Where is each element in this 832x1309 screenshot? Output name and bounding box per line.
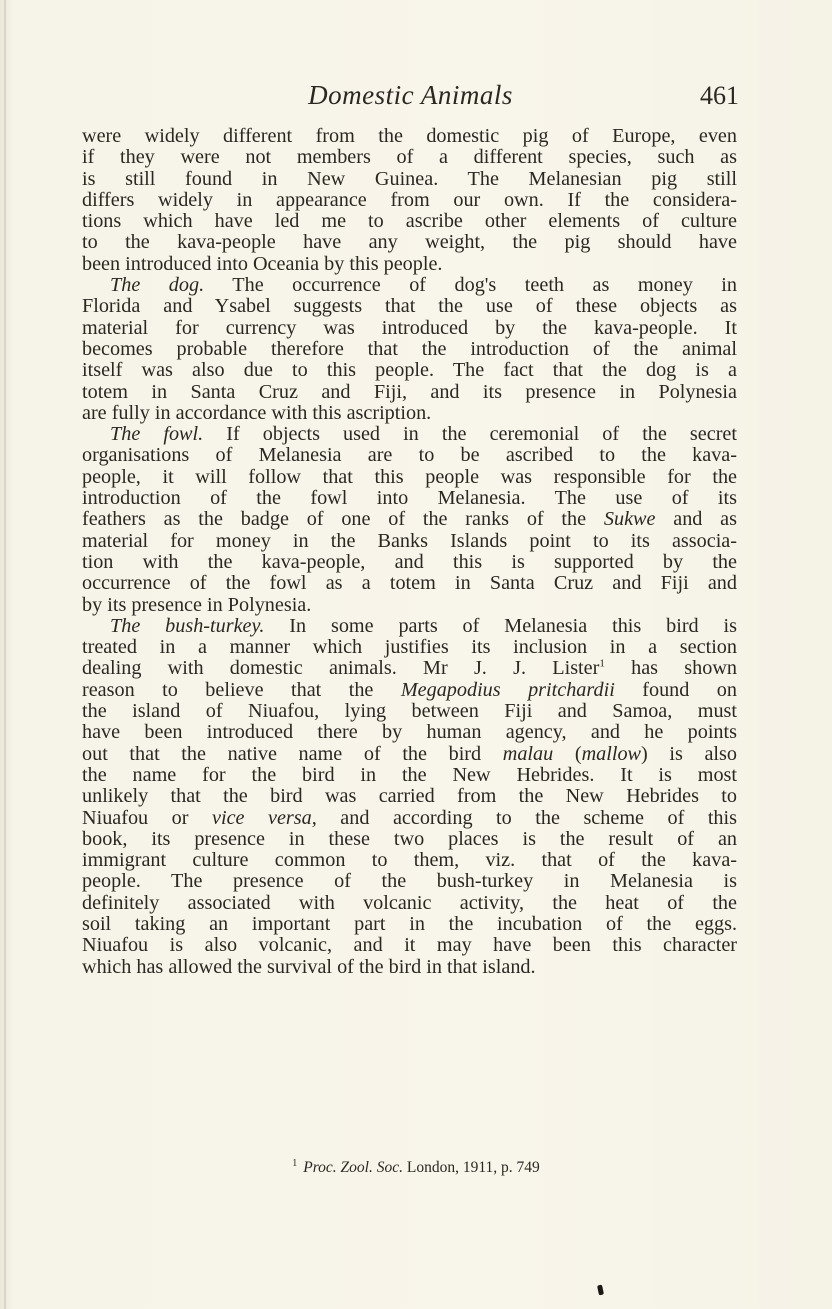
text-line: book, its presence in these two places is the result of an	[82, 827, 737, 850]
text-line: were widely different from the domestic pig of Europe, even	[82, 125, 737, 147]
text-line	[82, 808, 737, 829]
footnote-reference[interactable]: 1	[599, 657, 605, 670]
text-span: out that the native name of the bird	[82, 742, 503, 765]
text-span: (	[553, 742, 582, 765]
text-line: immigrant culture common to them, viz. that of the kava-	[82, 849, 737, 872]
footnote-mark: 1	[292, 1158, 298, 1169]
text-line: definitely associated with volcanic activity, the heat of the	[82, 891, 737, 914]
text-line: have been introduced there by human agency, and he points	[82, 721, 737, 744]
text-span: The occurrence of dog's teeth as money in	[204, 274, 737, 297]
text-line: occurrence of the fowl as a totem in Santa Cruz and Fiji and	[82, 572, 737, 595]
text-span: In some parts of Melanesia this bird is	[264, 614, 737, 637]
section-heading-bush-turkey: The bush-turkey.	[110, 614, 265, 637]
text-line: soil taking an important part in the incubation of the eggs.	[82, 912, 737, 935]
text-line-section-fowl	[82, 424, 737, 445]
text-span: has shown	[604, 657, 737, 680]
text-line	[82, 680, 737, 701]
text-line-section-dog	[82, 275, 737, 296]
text-line: the name for the bird in the New Hebrides. It is most	[82, 763, 737, 786]
italic-term-vice-versa: vice versa,	[212, 806, 317, 829]
text-line: tion with the kava-people, and this is supported by the	[82, 550, 737, 573]
text-line: people. The presence of the bush-turkey in Melanesia is	[82, 870, 737, 893]
text-line: Niuafou is also volcanic, and it may have been this character	[82, 934, 737, 957]
text-line: unlikely that the bird was carried from the New Hebrides to	[82, 785, 737, 808]
text-line: totem in Santa Cruz and Fiji, and its presence in Polynesia	[82, 380, 737, 403]
text-span: and according to the scheme of this	[316, 806, 737, 829]
text-line: to the kava-people have any weight, the pig should have	[82, 231, 737, 254]
text-line	[82, 744, 737, 765]
text-span: feathers as the badge of one of the ranks of the	[82, 508, 604, 531]
page-gutter	[4, 0, 6, 1309]
section-heading-fowl: The fowl.	[110, 423, 204, 446]
footnote	[0, 1158, 832, 1177]
text-line: if they were not members of a different species, such as	[82, 146, 737, 169]
text-line: been introduced into Oceania by this people.	[82, 252, 443, 275]
text-line: are fully in accordance with this ascription.	[82, 401, 432, 424]
italic-term-sukwe: Sukwe	[603, 508, 656, 531]
footnote-citation: London, 1911, p. 749	[402, 1159, 540, 1177]
text-line: by its presence in Polynesia.	[82, 593, 312, 616]
text-span: Niuafou or	[82, 806, 212, 829]
ink-speck	[597, 1285, 604, 1296]
text-line: Florida and Ysabel suggests that the use of these objects as	[82, 295, 737, 318]
text-line	[82, 658, 737, 679]
section-heading-dog: The dog.	[110, 274, 205, 297]
body-text	[82, 126, 737, 978]
text-line: material for currency was introduced by the kava-people. It	[82, 316, 737, 339]
text-span: If objects used in the ceremonial of the secret	[203, 423, 737, 446]
text-span: and as	[655, 508, 737, 531]
running-header	[82, 80, 739, 120]
italic-term-species: Megapodius pritchardii	[400, 678, 615, 701]
text-span: found on	[614, 678, 737, 701]
page-number: 461	[700, 81, 739, 110]
text-span: reason to believe that the	[82, 678, 401, 701]
text-line: the island of Niuafou, lying between Fiji and Samoa, must	[82, 700, 737, 723]
footnote-source: Proc. Zool. Soc.	[303, 1159, 403, 1177]
text-line: introduction of the fowl into Melanesia. The use of its	[82, 487, 737, 510]
text-line: becomes probable therefore that the introduction of the animal	[82, 337, 737, 360]
text-span: dealing with domestic animals. Mr J. J. Lister	[82, 657, 600, 680]
italic-term-mallow: mallow	[581, 742, 642, 765]
italic-term-malau: malau	[502, 742, 554, 765]
text-line: organisations of Melanesia are to be ascribed to the kava-	[82, 444, 737, 467]
text-line: people, it will follow that this people was responsible for the	[82, 465, 737, 488]
text-line: treated in a manner which justifies its inclusion in a section	[82, 636, 737, 659]
text-line: which has allowed the survival of the bird in that island.	[82, 955, 536, 978]
text-line-section-bush-turkey	[82, 616, 737, 637]
text-span: ) is also	[641, 742, 737, 765]
text-line: material for money in the Banks Islands point to its associa-	[82, 529, 737, 552]
text-line: itself was also due to this people. The fact that the dog is a	[82, 359, 737, 382]
text-line: differs widely in appearance from our own. If the considera-	[82, 188, 737, 211]
running-title: Domestic Animals	[308, 80, 513, 110]
text-line: tions which have led me to ascribe other elements of culture	[82, 210, 737, 233]
text-line: is still found in New Guinea. The Melanesian pig still	[82, 167, 737, 190]
text-line	[82, 509, 737, 530]
